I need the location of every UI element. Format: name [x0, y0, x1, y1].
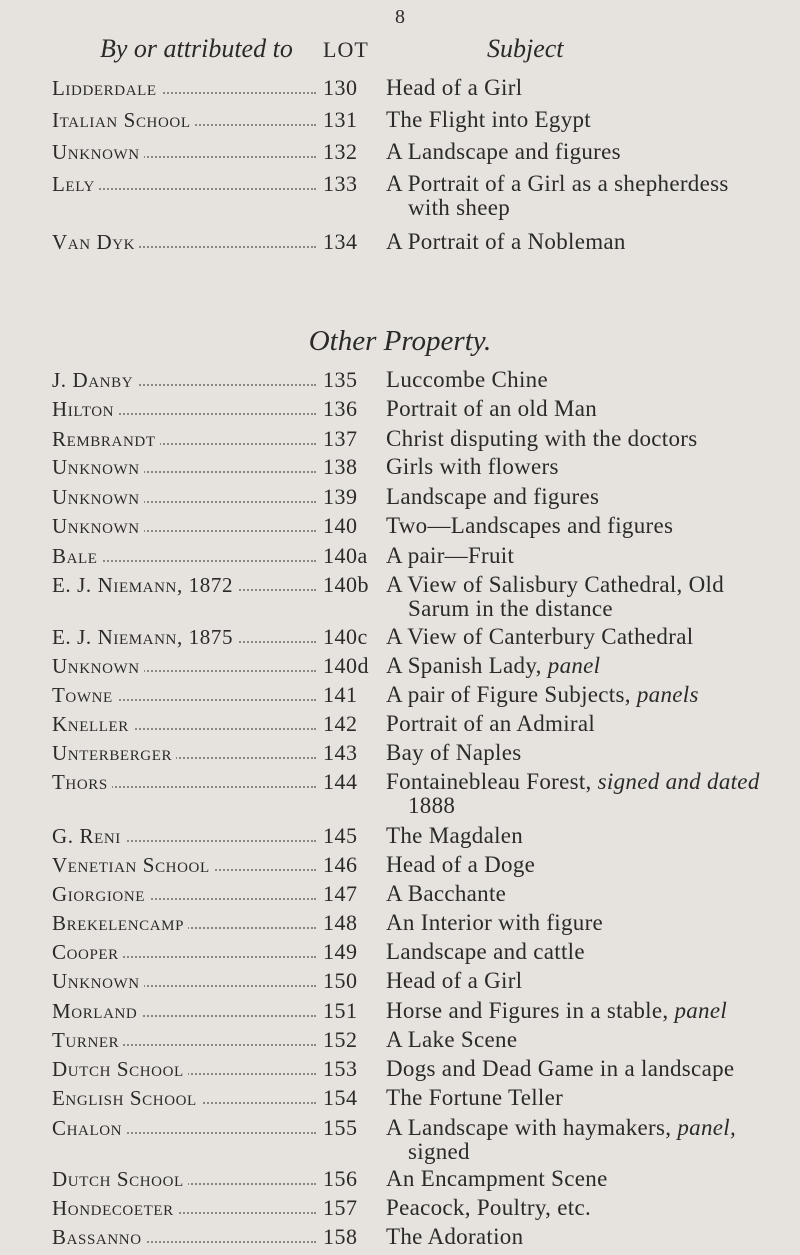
artist-name [52, 172, 322, 196]
subject-text: Sarum in the distance [408, 596, 613, 622]
subject-description [386, 172, 781, 220]
subject-text: Fontainebleau Forest, [386, 768, 592, 794]
subject-text: Portrait of an Admiral [386, 710, 596, 736]
artist-name [52, 824, 322, 848]
subject-description [386, 397, 781, 421]
artist-name [52, 368, 322, 392]
subject-line [386, 741, 781, 765]
artist-name-text: Unknown [52, 140, 144, 164]
lot-number: 146 [323, 851, 358, 877]
subject-text: Bay of Naples [386, 740, 522, 766]
subject-line [386, 625, 781, 649]
subject-description [386, 969, 781, 993]
subject-line [386, 683, 781, 707]
lot-number: 133 [323, 171, 358, 196]
artist-name-text: Unknown [52, 514, 144, 538]
subject-line [386, 882, 781, 906]
subject-description [386, 625, 781, 649]
subject-note: signed and dated [597, 768, 760, 794]
subject-line [386, 544, 781, 568]
subject-line [386, 1086, 781, 1110]
subject-text: Landscape and figures [386, 483, 600, 509]
subject-description [386, 455, 781, 479]
subject-description [386, 1086, 781, 1110]
artist-name-text: Giorgione [52, 882, 149, 906]
lot-number: 144 [323, 768, 358, 794]
subject-description [386, 683, 781, 707]
lot-number: 138 [323, 454, 358, 480]
artist-name [52, 108, 322, 132]
subject-text: A Spanish Lady, [386, 652, 542, 678]
subject-text: A Portrait of a Girl as a shepherdess [386, 171, 729, 196]
subject-line [386, 824, 781, 848]
subject-description [386, 911, 781, 935]
subject-text: A View of Canterbury Cathedral [386, 623, 694, 649]
subject-text: Head of a Girl [386, 968, 523, 994]
artist-name [52, 427, 322, 451]
artist-name [52, 485, 322, 509]
subject-line [386, 999, 781, 1023]
subject-line [386, 969, 781, 993]
artist-name-text: Hilton [52, 397, 118, 421]
lot-number: 142 [323, 710, 358, 736]
artist-name-text: Hondecoeter [52, 1196, 178, 1220]
artist-name-text: English School [52, 1086, 201, 1110]
artist-name [52, 683, 322, 707]
artist-name-text: E. J. Niemann, 1872 [52, 573, 237, 597]
subject-line [386, 455, 781, 479]
subject-text: 1888 [408, 792, 456, 818]
artist-name-text: J. Danby [52, 368, 137, 392]
artist-name-text: Van Dyk [52, 230, 139, 254]
subject-line [386, 911, 781, 935]
artist-name [52, 573, 322, 597]
header-subject: Subject [487, 34, 564, 63]
lot-number: 152 [323, 1027, 358, 1053]
subject-text: Head of a Doge [386, 851, 536, 877]
subject-description [386, 1167, 781, 1191]
subject-text: An Encampment Scene [386, 1166, 608, 1192]
subject-description [386, 514, 781, 538]
artist-name [52, 1225, 322, 1249]
subject-text: Two—Landscapes and figures [386, 513, 674, 539]
subject-description [386, 824, 781, 848]
artist-name-text: Italian School [52, 108, 195, 132]
subject-note: panel [547, 652, 601, 678]
subject-line [386, 368, 781, 392]
subject-text: signed [408, 1138, 470, 1164]
artist-name [52, 140, 322, 164]
artist-name-text: Cooper [52, 940, 123, 964]
artist-name-text: Morland [52, 999, 141, 1023]
subject-line [386, 108, 781, 132]
subject-line [386, 1028, 781, 1052]
lot-number: 150 [323, 968, 358, 994]
subject-line [386, 654, 781, 678]
column-headers [0, 34, 800, 64]
lot-number: 132 [323, 139, 358, 164]
artist-name-text: Unknown [52, 485, 144, 509]
lot-number: 140b [323, 572, 369, 598]
lot-number: 136 [323, 396, 358, 422]
artist-name-text: Dutch School [52, 1057, 188, 1081]
subject-text: with sheep [408, 195, 511, 220]
subject-line [386, 397, 781, 421]
subject-line [386, 1116, 781, 1140]
subject-description [386, 853, 781, 877]
subject-line [386, 853, 781, 877]
lot-number: 140d [323, 652, 369, 678]
artist-name-text: Unknown [52, 969, 144, 993]
subject-description [386, 1196, 781, 1220]
subject-note: panels [636, 682, 699, 708]
lot-number: 131 [323, 107, 358, 132]
artist-name-text: Thors [52, 770, 112, 794]
lot-number: 137 [323, 425, 358, 451]
subject-line [386, 485, 781, 509]
lot-number: 147 [323, 881, 358, 907]
artist-name-text: Unknown [52, 455, 144, 479]
artist-name-text: E. J. Niemann, 1875 [52, 625, 237, 649]
artist-name [52, 940, 322, 964]
artist-name-text: Bale [52, 544, 102, 568]
artist-name [52, 712, 322, 736]
subject-text: Landscape and cattle [386, 938, 585, 964]
subject-line [386, 427, 781, 451]
subject-line [386, 1167, 781, 1191]
artist-name-text: Brekelencamp [52, 911, 188, 935]
subject-line [386, 76, 781, 100]
subject-line [386, 770, 781, 794]
subject-line [386, 140, 781, 164]
lot-number: 157 [323, 1195, 358, 1221]
lot-number: 140c [323, 623, 368, 649]
artist-name [52, 76, 322, 100]
subject-description [386, 230, 781, 254]
artist-name-text: Chalon [52, 1116, 126, 1140]
subject-text: A Bacchante [386, 881, 507, 907]
artist-name [52, 1028, 322, 1052]
artist-name-text: Unknown [52, 654, 144, 678]
subject-description [386, 712, 781, 736]
artist-name [52, 514, 322, 538]
page-number: 8 [395, 6, 405, 28]
lot-number: 154 [323, 1085, 358, 1111]
artist-name [52, 1116, 322, 1140]
subject-description [386, 1225, 781, 1249]
lot-number: 155 [323, 1114, 358, 1140]
artist-name-text: Dutch School [52, 1167, 188, 1191]
lot-number: 140 [323, 513, 358, 539]
subject-description [386, 140, 781, 164]
lot-number: 153 [323, 1055, 358, 1081]
artist-name [52, 911, 322, 935]
subject-note: panel [674, 997, 728, 1023]
subject-description [386, 573, 781, 621]
subject-text: An Interior with figure [386, 910, 604, 936]
artist-name-text: Rembrandt [52, 427, 160, 451]
subject-line [386, 1057, 781, 1081]
artist-name [52, 1086, 322, 1110]
artist-name-text: Bassanno [52, 1225, 146, 1249]
artist-name [52, 397, 322, 421]
lot-number: 145 [323, 823, 358, 849]
subject-line [386, 940, 781, 964]
artist-name-text: Unterberger [52, 741, 176, 765]
subject-line [386, 1140, 781, 1164]
subject-text: A pair—Fruit [386, 542, 515, 568]
artist-name-text: Lely [52, 172, 99, 196]
subject-description [386, 76, 781, 100]
artist-name [52, 853, 322, 877]
lot-number: 134 [323, 229, 358, 254]
subject-description [386, 1116, 781, 1164]
subject-text: The Flight into Egypt [386, 107, 591, 132]
subject-description [386, 654, 781, 678]
subject-description [386, 544, 781, 568]
artist-name [52, 1167, 322, 1191]
subject-description [386, 1028, 781, 1052]
lot-number: 158 [323, 1224, 358, 1249]
subject-text: A Portrait of a Nobleman [386, 229, 626, 254]
artist-name-text: Venetian School [52, 853, 214, 877]
lot-number: 156 [323, 1166, 358, 1192]
artist-name [52, 770, 322, 794]
artist-name [52, 544, 322, 568]
header-attributed: By or attributed to [100, 34, 293, 63]
artist-name [52, 1057, 322, 1081]
artist-name [52, 999, 322, 1023]
subject-text: Head of a Girl [386, 75, 523, 100]
subject-description [386, 940, 781, 964]
artist-name [52, 625, 322, 649]
subject-text: A pair of Figure Subjects, [386, 682, 631, 708]
artist-name [52, 969, 322, 993]
subject-text: Peacock, Poultry, etc. [386, 1195, 592, 1221]
subject-line [386, 597, 781, 621]
lot-number: 141 [323, 682, 358, 708]
subject-text: The Magdalen [386, 823, 524, 849]
subject-text: A View of Salisbury Cathedral, Old [386, 572, 725, 598]
subject-text: A Landscape and figures [386, 139, 621, 164]
lot-number: 151 [323, 997, 358, 1023]
section-title: Other Property. [308, 325, 492, 357]
lot-number: 139 [323, 483, 358, 509]
subject-description [386, 1057, 781, 1081]
subject-line [386, 172, 781, 196]
subject-line [386, 1196, 781, 1220]
subject-text: Girls with flowers [386, 454, 559, 480]
subject-line [386, 514, 781, 538]
subject-text: Horse and Figures in a stable, [386, 997, 669, 1023]
subject-line [386, 230, 781, 254]
subject-line [386, 196, 781, 220]
artist-name-text: Towne [52, 683, 117, 707]
artist-name [52, 654, 322, 678]
subject-description [386, 108, 781, 132]
artist-name-text: Turner [52, 1028, 123, 1052]
header-lot: LOT [323, 37, 369, 62]
artist-name [52, 882, 322, 906]
lot-number: 149 [323, 938, 358, 964]
lot-number: 148 [323, 910, 358, 936]
subject-text: Portrait of an old Man [386, 396, 598, 422]
subject-description [386, 485, 781, 509]
subject-description [386, 368, 781, 392]
artist-name [52, 1196, 322, 1220]
lot-number: 135 [323, 367, 358, 392]
artist-name [52, 455, 322, 479]
subject-description [386, 427, 781, 451]
artist-name-text: Kneller [52, 712, 133, 736]
artist-name [52, 741, 322, 765]
artist-name-text: G. Reni [52, 824, 125, 848]
artist-name-text: Lidderdale [52, 76, 161, 100]
lot-number: 130 [323, 75, 358, 100]
subject-text: A Landscape with haymakers, [386, 1114, 672, 1140]
lot-number: 143 [323, 740, 358, 766]
subject-description [386, 999, 781, 1023]
subject-description [386, 741, 781, 765]
subject-text: Luccombe Chine [386, 367, 548, 392]
subject-text: Dogs and Dead Game in a landscape [386, 1055, 735, 1081]
artist-name [52, 230, 322, 254]
subject-line [386, 1225, 781, 1249]
subject-line [386, 794, 781, 818]
subject-line [386, 573, 781, 597]
lot-number: 140a [323, 542, 368, 568]
subject-text: The Fortune Teller [386, 1085, 564, 1111]
subject-note: panel, [677, 1114, 737, 1140]
subject-description [386, 882, 781, 906]
subject-line [386, 712, 781, 736]
subject-description [386, 770, 781, 818]
subject-text: Christ disputing with the doctors [386, 425, 698, 451]
subject-text: A Lake Scene [386, 1027, 518, 1053]
subject-text: The Adoration [386, 1224, 524, 1249]
